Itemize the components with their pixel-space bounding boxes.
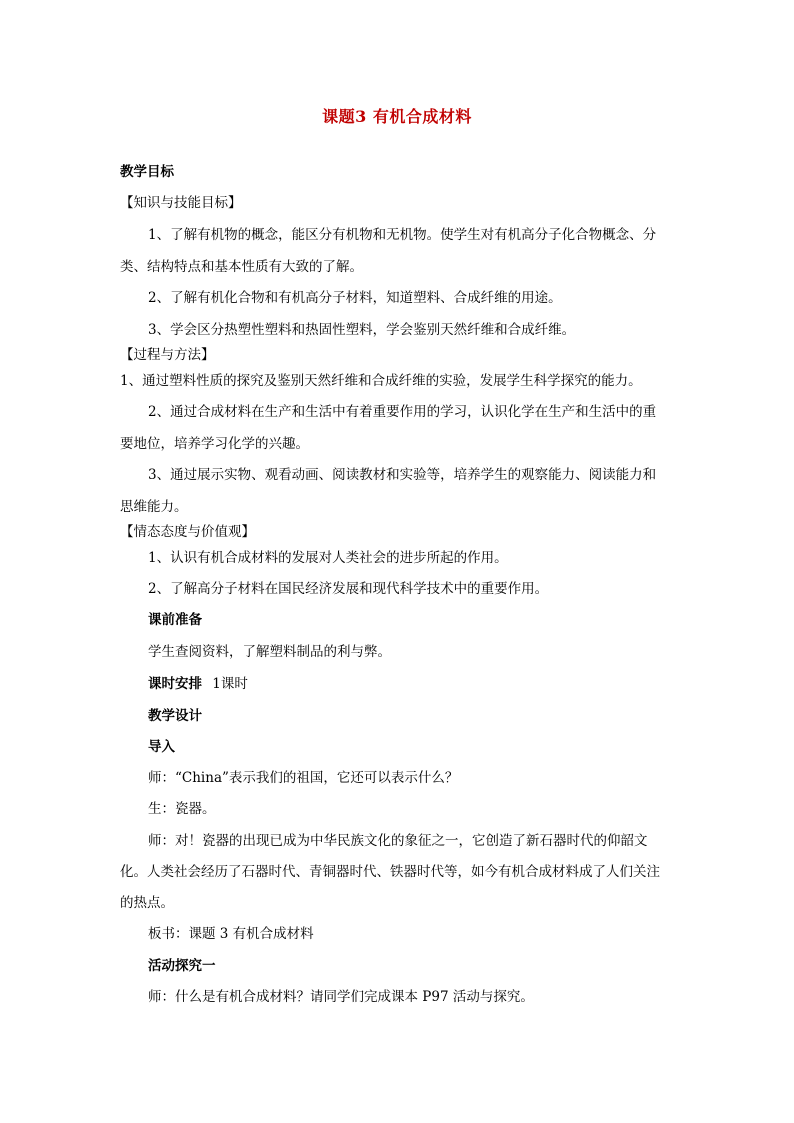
paragraph-line: 要地位，培养学习化学的兴趣。: [120, 436, 309, 452]
paragraph-line: 1、了解有机物的概念，能区分有机物和无机物。使学生对有机高分子化合物概念、分: [148, 227, 657, 243]
subheading-process-method: 【过程与方法】: [120, 347, 215, 363]
section-heading-design: 教学设计: [148, 708, 202, 724]
dialogue-line: 的热点。: [120, 895, 174, 911]
paragraph-line: 2、了解高分子材料在国民经济发展和现代科学技术中的重要作用。: [148, 581, 549, 597]
schedule-line: [148, 674, 708, 694]
paragraph-line: 学生查阅资料，了解塑料制品的利与弊。: [148, 644, 391, 660]
paragraph-line: 2、了解有机化合物和有机高分子材料，知道塑料、合成纤维的用途。: [148, 290, 562, 306]
paragraph-line: 1、认识有机合成材料的发展对人类社会的进步所起的作用。: [148, 550, 508, 566]
schedule-label: 课时安排: [148, 676, 202, 692]
paragraph-line: 3、通过展示实物、观看动画、阅读教材和实验等，培养学生的观察能力、阅读能力和: [148, 467, 657, 483]
section-heading-intro: 导入: [148, 739, 175, 755]
subheading-knowledge-skill: 【知识与技能目标】: [120, 195, 242, 211]
schedule-value: 1课时: [212, 676, 248, 692]
paragraph-line: 2、通过合成材料在生产和生活中有着重要作用的学习，认识化学在生产和生活中的重: [148, 404, 657, 420]
dialogue-line: 师：对！瓷器的出现已成为中华民族文化的象征之一，它创造了新石器时代的仰韶文: [148, 833, 648, 849]
dialogue-line: 师：什么是有机合成材料？请同学们完成课本 P97 活动与探究。: [148, 989, 534, 1005]
board-note: 板书：课题 3 有机合成材料: [148, 926, 314, 942]
paragraph-line: 思维能力。: [120, 499, 188, 515]
dialogue-line: 化。人类社会经历了石器时代、青铜器时代、铁器时代等，如今有机合成材料成了人们关注: [120, 864, 660, 880]
section-heading-prep: 课前准备: [148, 612, 202, 628]
dialogue-line: 师：“China”表示我们的祖国，它还可以表示什么？: [148, 770, 459, 786]
paragraph-line: 类、结构特点和基本性质有大致的了解。: [120, 259, 363, 275]
paragraph-line: 1、通过塑料性质的探究及鉴别天然纤维和合成纤维的实验，发展学生科学探究的能力。: [120, 373, 642, 389]
page-title: 课题3 有机合成材料: [322, 107, 472, 126]
section-heading-teaching-goals: 教学目标: [120, 164, 174, 180]
section-heading-activity: 活动探究一: [148, 958, 216, 974]
dialogue-line: 生：瓷器。: [148, 801, 216, 817]
subheading-emotion: 【情态态度与价值观】: [120, 524, 255, 540]
paragraph-line: 3、学会区分热塑性塑料和热固性塑料，学会鉴别天然纤维和合成纤维。: [148, 322, 576, 338]
